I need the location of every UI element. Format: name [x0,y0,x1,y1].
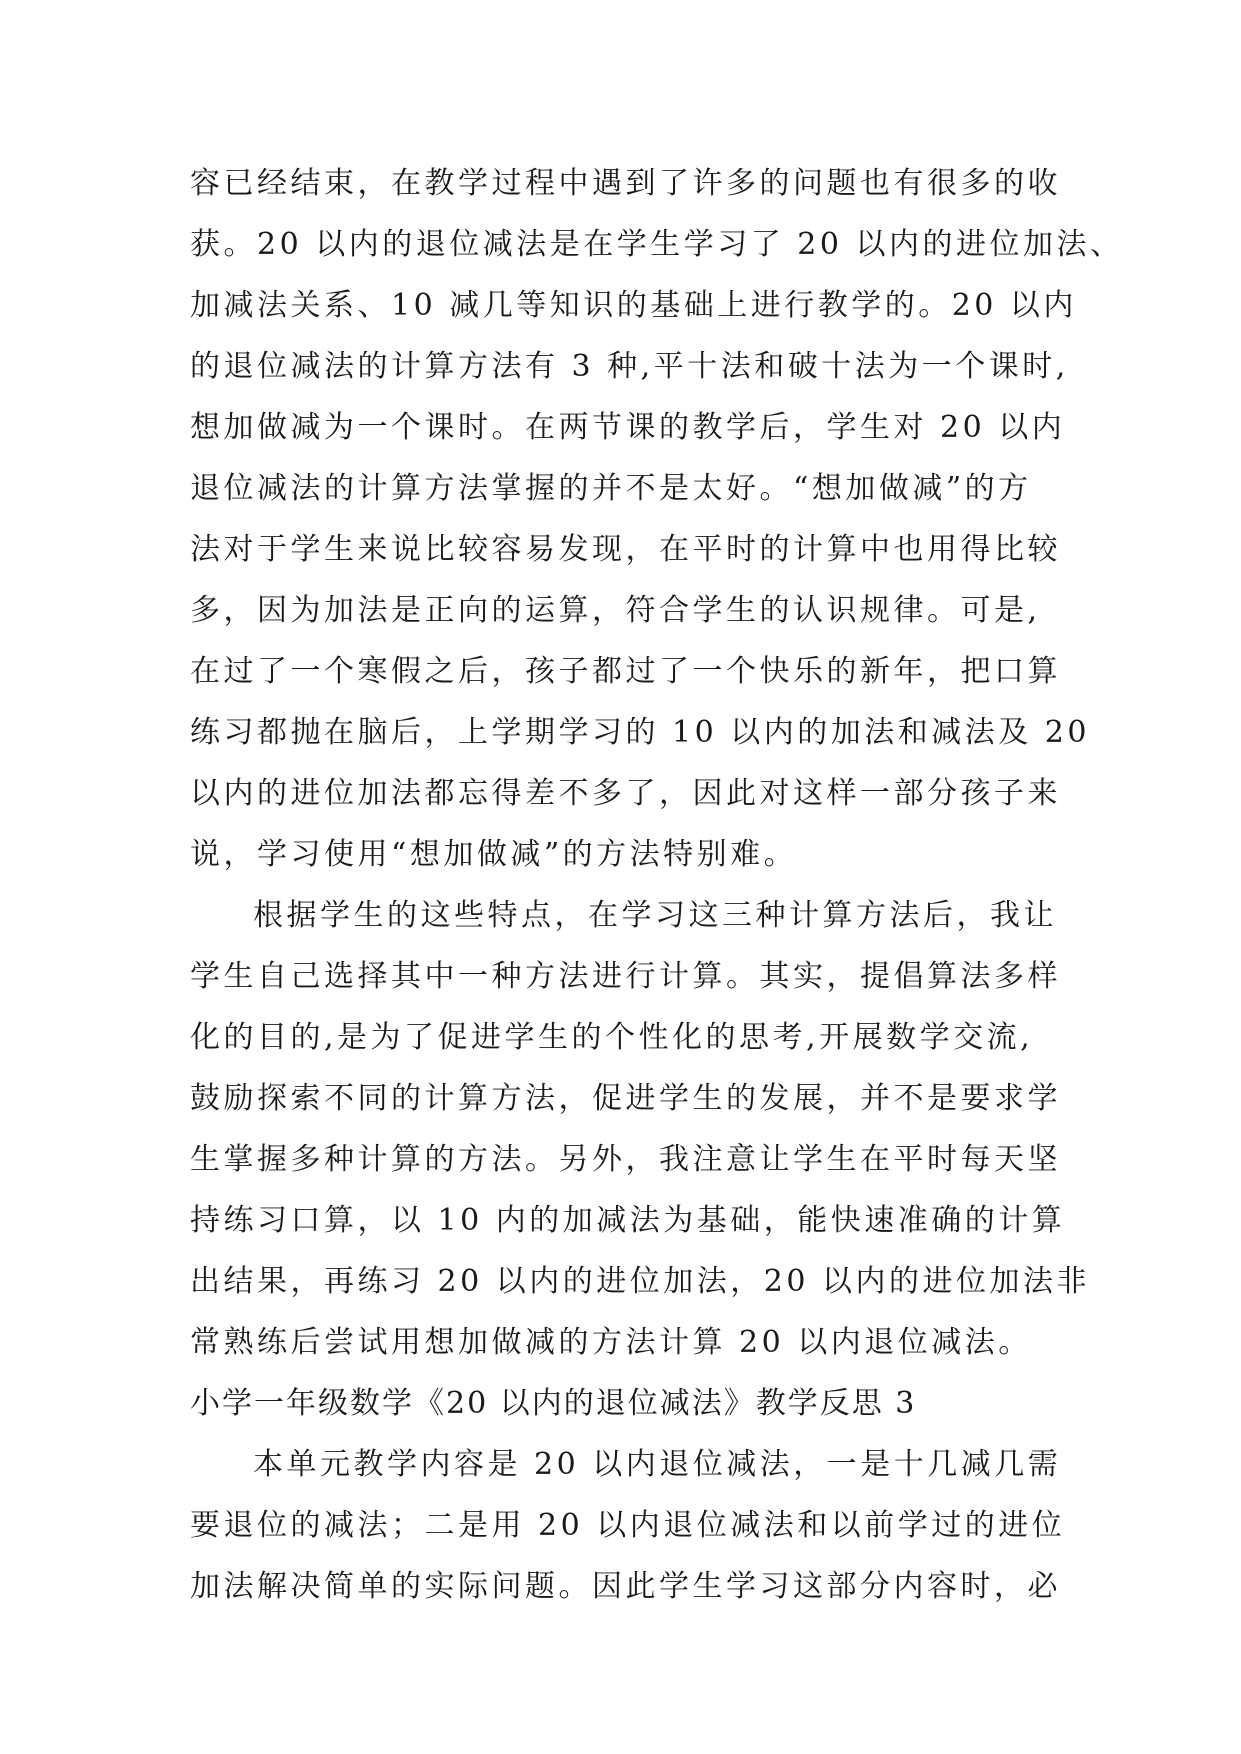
text-line: 常熟练后尝试用想加做减的方法计算 20 以内退位减法。 [190,1325,1032,1360]
text-line: 以内的进位加法都忘得差不多了，因此对这样一部分孩子来 [190,776,1061,811]
text-line: 生掌握多种计算的方法。另外，我注意让学生在平时每天坚 [190,1142,1061,1177]
text-line: 加法解决简单的实际问题。因此学生学习这部分内容时，必 [190,1569,1061,1604]
paragraph-start-line: 根据学生的这些特点，在学习这三种计算方法后，我让 [253,898,1057,933]
text-line: 出结果，再练习 20 以内的进位加法，20 以内的进位加法非 [190,1264,1090,1299]
text-line: 在过了一个寒假之后，孩子都过了一个快乐的新年，把口算 [190,654,1061,689]
text-line: 获。20 以内的退位减法是在学生学习了 20 以内的进位加法、 [190,227,1124,262]
text-line: 容已经结束，在教学过程中遇到了许多的问题也有很多的收 [190,166,1061,201]
document-body [190,153,1124,1617]
text-line: 多，因为加法是正向的运算，符合学生的认识规律。可是, [190,593,1041,628]
text-line: 退位减法的计算方法掌握的并不是太好。“想加做减”的方 [190,471,1032,506]
text-line: 说，学习使用“想加做减”的方法特别难。 [190,837,798,872]
text-line: 法对于学生来说比较容易发现，在平时的计算中也用得比较 [190,532,1061,567]
text-line: 要退位的减法；二是用 20 以内退位减法和以前学过的进位 [190,1508,1066,1543]
text-line: 学生自己选择其中一种方法进行计算。其实，提倡算法多样 [190,959,1061,994]
text-line: 的退位减法的计算方法有 3 种,平十法和破十法为一个课时, [190,349,1069,384]
text-line: 化的目的,是为了促进学生的个性化的思考,开展数学交流, [190,1020,1034,1055]
text-line: 练习都抛在脑后，上学期学习的 10 以内的加法和减法及 20 [190,715,1090,750]
text-line: 持练习口算，以 10 内的加减法为基础，能快速准确的计算 [190,1203,1066,1238]
text-line: 鼓励探索不同的计算方法，促进学生的发展，并不是要求学 [190,1081,1061,1116]
text-line: 想加做减为一个课时。在两节课的教学后，学生对 20 以内 [190,410,1066,445]
text-line: 加减法关系、10 减几等知识的基础上进行教学的。20 以内 [190,288,1077,323]
section-heading: 小学一年级数学《20 以内的退位减法》教学反思 3 [190,1386,917,1421]
paragraph-start-line: 本单元教学内容是 20 以内退位减法，一是十几减几需 [253,1447,1062,1482]
